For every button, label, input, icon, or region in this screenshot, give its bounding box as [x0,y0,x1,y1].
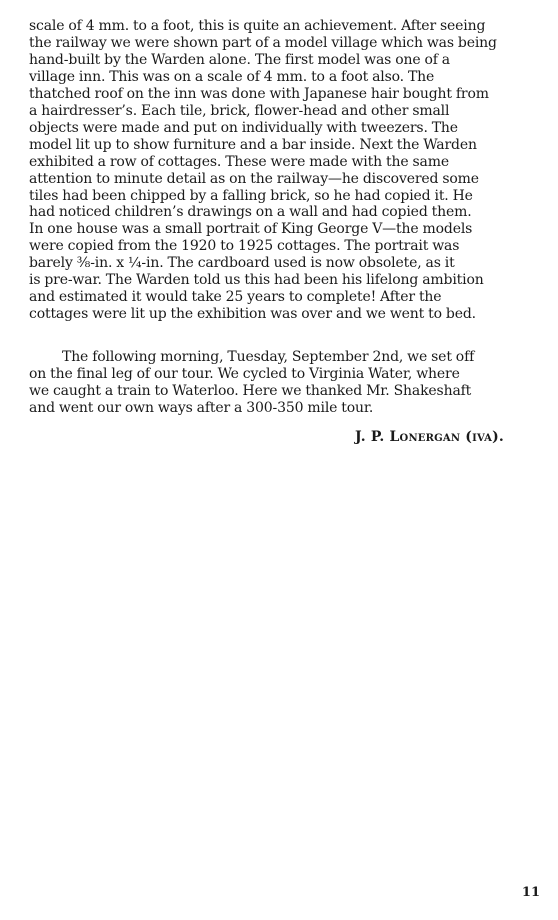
text-line: is pre-war. The Warden told us this had been his lifelong ambition [29,272,484,289]
text-line: exhibited a row of cottages. These were made with the same [29,153,449,170]
text-line: cottages were lit up the exhibition was over and we went to bed. [29,306,476,323]
text-line: were copied from the 1920 to 1925 cottages. The portrait was [29,238,460,255]
text-line: we caught a train to Waterloo. Here we thanked Mr. Shakeshaft [29,382,472,399]
author-signature [355,429,504,445]
text-line: The following morning, Tuesday, September 2nd, we set off [62,349,475,365]
text-line: the railway we were shown part of a model village which was being [29,34,497,51]
text-line: a hairdresser’s. Each tile, brick, flower-head and other small [29,102,450,119]
author-surname: Lonergan [389,429,461,445]
author-initials: J. P. [355,429,390,445]
text-line: objects were made and put on individually with tweezers. The [29,119,458,136]
author-form: (iva). [460,429,504,445]
text-line: and estimated it would take 25 years to complete! After the [29,289,442,306]
text-line: hand-built by the Warden alone. The first model was one of a [29,51,450,68]
text-line: and went our own ways after a 300-350 mile tour. [29,399,374,416]
text-line: attention to minute detail as on the railway—he discovered some [29,170,479,187]
text-line: had noticed children’s drawings on a wall and had copied them. [29,204,472,221]
text-line: scale of 4 mm. to a foot, this is quite an achievement. After seeing [29,18,486,34]
text-line: In one house was a small portrait of King George V—the models [29,221,473,238]
text-line: model lit up to show furniture and a bar inside. Next the Warden [29,136,477,153]
paragraph-2 [29,349,540,417]
paragraph-1 [29,18,540,323]
page-number: 11 [521,885,540,900]
text-line: thatched roof on the inn was done with Japanese hair bought from [29,85,489,102]
text-line: village inn. This was on a scale of 4 mm. to a foot also. The [29,68,435,85]
text-line: barely ⅜-in. x ¼-in. The cardboard used is now obsolete, as it [29,255,455,272]
text-line: tiles had been chipped by a falling brick, so he had copied it. He [29,187,473,204]
text-line: on the final leg of our tour. We cycled to Virginia Water, where [29,365,460,382]
